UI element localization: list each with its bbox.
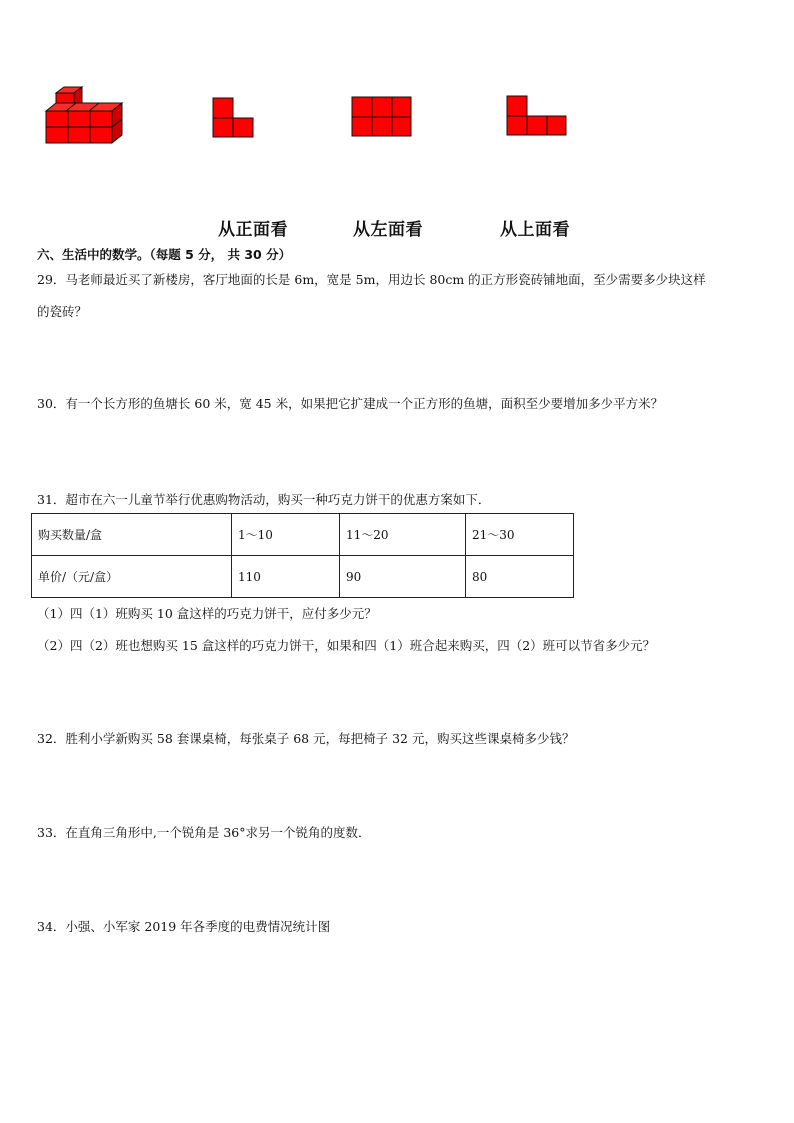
table-cell: 1～10	[232, 514, 340, 556]
solid-3d-figure	[44, 85, 126, 145]
price-table	[31, 513, 574, 598]
question-32: 32．胜利小学新购买 58 套课桌椅，每张桌子 68 元，每把椅子 32 元，购买这些课桌椅多少钱？	[37, 731, 575, 746]
question-31-sub1: （1）四（1）班购买 10 盒这样的巧克力饼干，应付多少元？	[37, 606, 377, 621]
question-30: 30．有一个长方形的鱼塘长 60 米，宽 45 米，如果把它扩建成一个正方形的鱼塘，面积至少要增加多少平方米？	[37, 396, 664, 411]
question-29-line1: 29．马老师最近买了新楼房，客厅地面的长是 6m，宽是 5m，用边长 80cm 的正方形瓷砖铺地面，至少需要多少块这样	[37, 272, 706, 287]
top-view-label: 从上面看	[500, 220, 570, 240]
table-row	[32, 556, 574, 598]
table-cell: 21～30	[466, 514, 574, 556]
table-row	[32, 514, 574, 556]
table-cell: 110	[232, 556, 340, 598]
table-cell: 单价/（元/盒）	[32, 556, 232, 598]
table-cell: 90	[340, 556, 466, 598]
left-view-figure	[351, 96, 413, 138]
question-34: 34．小强、小军家 2019 年各季度的电费情况统计图	[37, 919, 331, 934]
table-cell: 购买数量/盒	[32, 514, 232, 556]
table-cell: 11～20	[340, 514, 466, 556]
front-view-figure	[212, 97, 256, 139]
left-view-label: 从左面看	[353, 220, 423, 240]
three-view-figures	[0, 0, 794, 200]
question-31-intro: 31．超市在六一儿童节举行优惠购物活动，购买一种巧克力饼干的优惠方案如下．	[37, 492, 491, 507]
top-view-figure	[506, 95, 568, 137]
front-view-label: 从正面看	[218, 220, 288, 240]
question-31-sub2: （2）四（2）班也想购买 15 盒这样的巧克力饼干，如果和四（1）班合起来购买，四（2）班可以节省多少元？	[37, 638, 656, 653]
section-title: 六、生活中的数学。（每题 5 分， 共 30 分）	[37, 247, 292, 262]
question-33: 33．在直角三角形中,一个锐角是 36°求另一个锐角的度数．	[37, 825, 371, 840]
table-cell: 80	[466, 556, 574, 598]
question-29-line2: 的瓷砖？	[37, 304, 88, 319]
